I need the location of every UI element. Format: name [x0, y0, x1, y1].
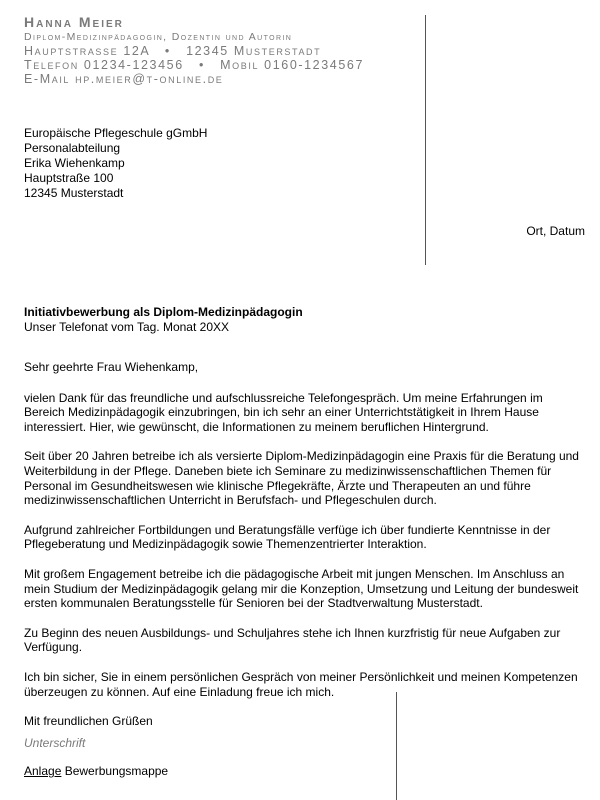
subject-reference: Unser Telefonat vom Tag. Monat 20XX — [24, 320, 230, 334]
body-paragraph: Aufgrund zahlreicher Fortbildungen und Beratungsfälle verfüge ich über fundierte Kenntnisse in der Pflegeberatung und Medizinpädagogik sowie Themenzentrierter Interaktion. — [24, 522, 551, 552]
body-paragraph: Zu Beginn des neuen Ausbildungs- und Schuljahres stehe ich Ihnen kurzfristig für neue Aufgaben zur Verfügung. — [24, 625, 561, 655]
sender-title: Diplom-Medizinpädagogin, Dozentin und Autorin — [24, 31, 293, 43]
signature-placeholder: Unterschrift — [24, 736, 86, 750]
recipient-department: Personalabteilung — [24, 141, 121, 155]
header-divider-line — [425, 15, 426, 265]
sender-phone: Telefon 01234-123456 • Mobil 0160-1234567 — [24, 58, 364, 72]
attachment-line — [24, 764, 168, 778]
salutation: Sehr geehrte Frau Wiehenkamp, — [24, 360, 199, 374]
attachment-label: Anlage — [24, 764, 62, 778]
body-paragraph: Seit über 20 Jahren betreibe ich als versierte Diplom-Medizinpädagogin eine Praxis für die Beratung und Weiterbildung in der Pflege. Daneben biete ich Seminare zu medizinwissenschaftlichen Themen für Personal im Gesundheitswesen wie klinische Pflegekräfte, Ärzte und Therapeuten an und führe medizinwissenschaftlichen Unterricht in Berufsfach- und Pflegeschulen durch. — [24, 449, 579, 508]
sender-address: Hauptstrasse 12A • 12345 Musterstadt — [24, 44, 322, 58]
sender-email: E-Mail hp.meier@t-online.de — [24, 72, 224, 86]
recipient-street: Hauptstraße 100 — [24, 171, 114, 185]
recipient-city: 12345 Musterstadt — [24, 186, 124, 200]
closing: Mit freundlichen Grüßen — [24, 714, 153, 729]
letter-body — [24, 360, 579, 744]
body-paragraph: Ich bin sicher, Sie in einem persönlichen Gespräch von meiner Persönlichkeit und meinen Kompetenzen überzeugen zu können. Auf eine Einladung freue ich mich. — [24, 669, 578, 699]
recipient-address — [24, 126, 207, 201]
body-paragraph: Mit großem Engagement betreibe ich die pädagogische Arbeit mit jungen Menschen. Im Anschluss an mein Studium der Medizinpädagogik gelang mir die Konzeption, Umsetzung und Leitung der bundesweit ersten kommunalen Beratungsstelle für Senioren bei der Stadtverwaltung Musterstadt. — [24, 566, 579, 611]
attachment-text: Bewerbungsmappe — [61, 764, 169, 778]
body-paragraph: vielen Dank für das freundliche und aufschlussreiche Telefongespräch. Um meine Erfahrungen im Bereich Medizinpädagogik einzubringen, bin ich sehr an einer Unterrichtstätigkeit in Ihrem Hause interessiert. Hier, wie gewünscht, die Informationen zu meinem beruflichen Hintergrund. — [24, 390, 543, 434]
recipient-person: Erika Wiehenkamp — [24, 156, 125, 170]
letterhead — [24, 14, 364, 86]
subject-block — [24, 305, 303, 335]
letter-date: Ort, Datum — [526, 224, 585, 238]
subject-title: Initiativbewerbung als Diplom-Medizinpädagogin — [24, 305, 303, 319]
sender-name: Hanna Meier — [24, 14, 124, 30]
recipient-company: Europäische Pflegeschule gGmbH — [24, 126, 208, 140]
